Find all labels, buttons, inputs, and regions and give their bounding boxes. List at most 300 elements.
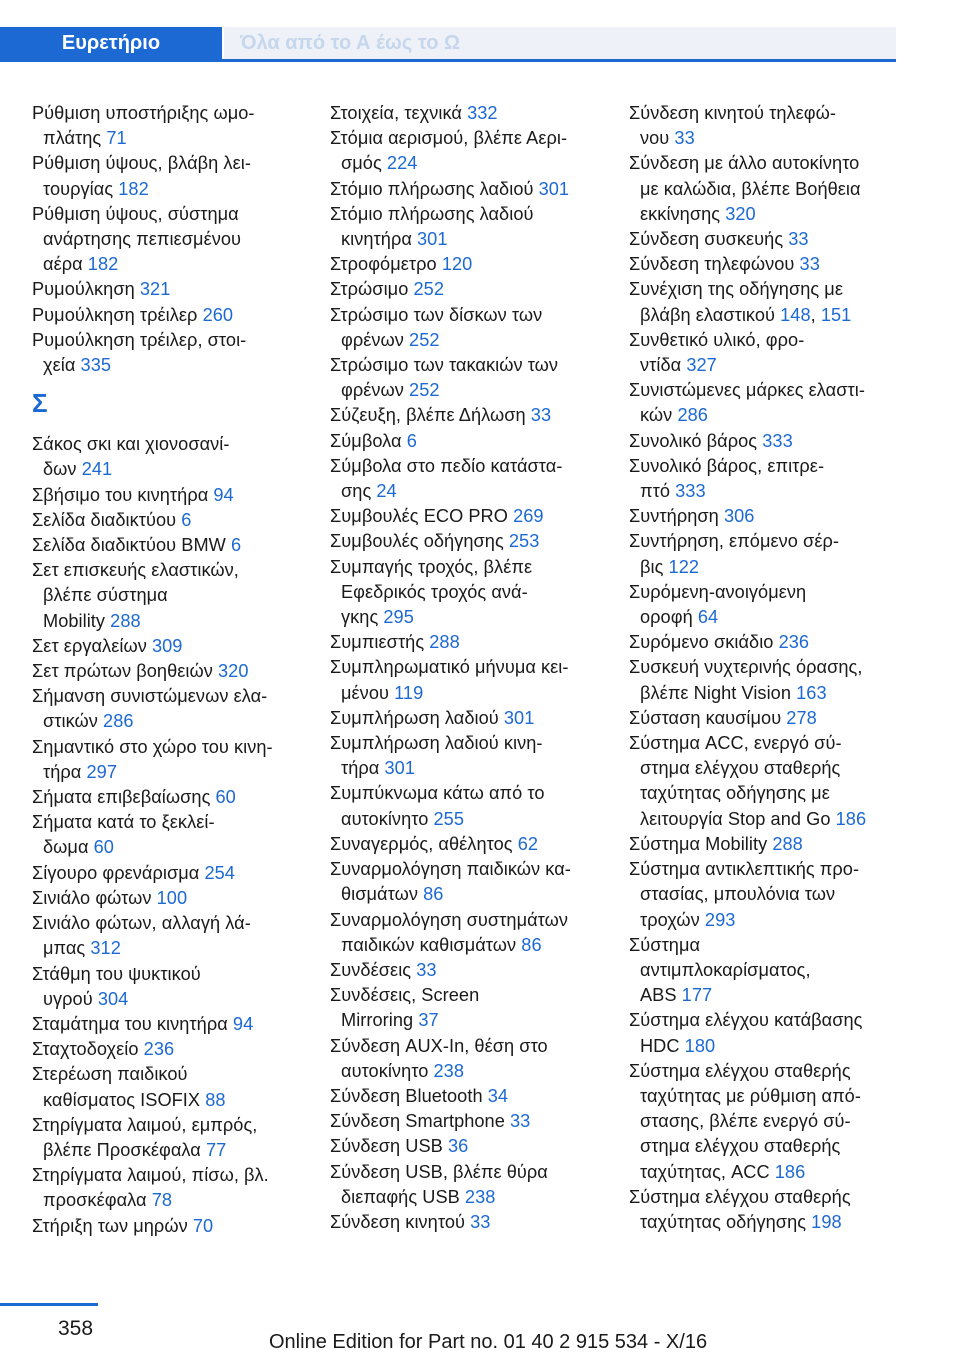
index-entry-text: βλάβη ελαστικού bbox=[640, 304, 775, 325]
index-entry-text: Συμπαγής τροχός, βλέπε bbox=[330, 556, 533, 577]
index-entry-text: Σύνδεση συσκευής bbox=[629, 229, 784, 250]
index-entry bbox=[629, 101, 899, 151]
page-reference-link[interactable]: 238 bbox=[464, 1186, 496, 1207]
index-entry-text: πτό bbox=[640, 481, 670, 502]
index-entry-text: Σύστημα ελέγχου κατάβασης bbox=[629, 1010, 863, 1031]
index-entry-text: αντιμπλοκαρίσματος, bbox=[640, 959, 811, 980]
index-entry-text: κών bbox=[640, 405, 673, 426]
header-rule bbox=[0, 59, 896, 62]
page-reference-link[interactable]: 309 bbox=[151, 635, 183, 656]
index-entry bbox=[629, 630, 899, 655]
index-entry-text: Σύστημα bbox=[629, 934, 701, 955]
page-reference-link[interactable]: 34 bbox=[487, 1085, 509, 1106]
index-entry-text: γκης bbox=[341, 607, 379, 628]
index-entry-text: παιδικών καθισμάτων bbox=[341, 934, 517, 955]
index-entry bbox=[330, 101, 620, 126]
index-entry bbox=[629, 151, 899, 227]
index-entry-text: Συνολικό βάρος, επιτρε- bbox=[629, 455, 825, 476]
page-reference-link[interactable]: 198 bbox=[811, 1211, 842, 1232]
page-reference-link[interactable]: 301 bbox=[384, 758, 415, 779]
index-entry-text: φρένων bbox=[341, 380, 404, 401]
index-entry bbox=[629, 328, 899, 378]
index-entry-text: Ρύθμιση ύψους, βλάβη λει- bbox=[32, 153, 251, 174]
index-entry-text: Σύμβολα bbox=[330, 430, 402, 451]
page-reference-link[interactable]: 94 bbox=[213, 484, 234, 505]
index-entry-text: με καλώδια, βλέπε Βοήθεια bbox=[640, 178, 861, 199]
index-entry-text: υγρού bbox=[43, 988, 93, 1009]
page-reference-link[interactable]: 252 bbox=[409, 380, 440, 401]
index-entry bbox=[330, 655, 620, 705]
index-entry-text: Συναρμολόγηση συστημάτων bbox=[330, 909, 569, 930]
index-entry-text: εκκίνησης bbox=[640, 203, 721, 224]
index-entry-text: Συνιστώμενες μάρκες ελαστι- bbox=[629, 380, 865, 401]
index-entry-text: Σύμβολα στο πεδίο κατάστα- bbox=[330, 455, 563, 476]
index-entry-text: ταχύτητας οδήγησης bbox=[640, 1211, 807, 1232]
index-entry-text: Συναρμολόγηση παιδικών κα- bbox=[330, 859, 571, 880]
page-reference-link[interactable]: 293 bbox=[704, 909, 736, 930]
index-entry-text: στημα ελέγχου σταθερής bbox=[640, 1136, 841, 1157]
index-entry bbox=[32, 1214, 322, 1239]
index-entry-text: Σύνδεση Bluetooth bbox=[330, 1085, 483, 1106]
page-reference-link[interactable]: 335 bbox=[80, 355, 112, 376]
index-entry-text: στασης, βλέπε ενεργό σύ- bbox=[640, 1111, 851, 1132]
page-reference-link[interactable]: 148 bbox=[780, 304, 811, 325]
page-reference-link[interactable]: 180 bbox=[684, 1035, 716, 1056]
index-entry-text: Στρώσιμο των τακακιών των bbox=[330, 355, 559, 376]
index-entry-text: Ρυμούλκηση τρέιλερ, στοι- bbox=[32, 329, 247, 350]
index-entry-text: Στηρίγματα λαιμού, πίσω, βλ. bbox=[32, 1165, 269, 1186]
page-reference-link[interactable]: 288 bbox=[772, 833, 803, 854]
index-entry-text: Σήματα κατά το ξεκλεί- bbox=[32, 812, 215, 833]
page-reference-link[interactable]: 70 bbox=[192, 1215, 214, 1236]
index-entry bbox=[32, 1062, 322, 1112]
index-entry-text: βλέπε Night Vision bbox=[640, 682, 791, 703]
index-entry-text: Στρώσιμο των δίσκων των bbox=[330, 304, 543, 325]
index-entry-text: Στρώσιμο bbox=[330, 279, 409, 300]
index-entry bbox=[32, 483, 322, 508]
index-entry bbox=[330, 277, 620, 302]
index-entry bbox=[330, 429, 620, 454]
index-entry bbox=[330, 857, 620, 907]
index-entry-text: Ρύθμιση ύψους, σύστημα bbox=[32, 203, 239, 224]
index-entry-text: Συμπλήρωση λαδιού κινη- bbox=[330, 733, 543, 754]
index-entry-text: στημα ελέγχου σταθερής bbox=[640, 758, 841, 779]
index-entry-text: Ρύθμιση υποστήριξης ωμο- bbox=[32, 103, 255, 123]
index-entry bbox=[32, 785, 322, 810]
index-entry-text: Σήμανση συνιστώμενων ελα- bbox=[32, 686, 268, 707]
index-entry-text: Συμβουλές ECO PRO bbox=[330, 506, 508, 527]
page-reference-link[interactable]: 88 bbox=[205, 1089, 226, 1110]
index-entry bbox=[330, 126, 620, 176]
page-reference-link[interactable]: 312 bbox=[90, 938, 121, 959]
index-entry bbox=[629, 731, 899, 832]
index-entry-text: Στήριξη των μηρών bbox=[32, 1215, 188, 1236]
index-entry-text: Σετ πρώτων βοηθειών bbox=[32, 661, 213, 682]
page-reference-link[interactable]: 321 bbox=[139, 279, 171, 300]
index-entry-text: κινητήρα bbox=[341, 229, 412, 250]
index-entry-text: Σετ επισκευής ελαστικών, bbox=[32, 560, 239, 581]
index-entry bbox=[629, 580, 899, 630]
index-entry-text: Ρυμούλκηση τρέιλερ bbox=[32, 304, 198, 325]
index-entry-text: μένου bbox=[341, 682, 389, 703]
page-reference-link[interactable]: 241 bbox=[81, 459, 113, 480]
index-entry-text: αέρα bbox=[43, 254, 83, 275]
page-reference-link[interactable]: 71 bbox=[106, 128, 127, 149]
index-entry-text: Mobility bbox=[43, 610, 106, 631]
index-entry bbox=[32, 558, 322, 634]
page-reference-link[interactable]: 260 bbox=[202, 304, 234, 325]
index-entry-text: διεπαφής USB bbox=[341, 1186, 460, 1207]
index-entry-text: Συρόμενη-ανοιγόμενη bbox=[629, 581, 807, 602]
index-entry bbox=[32, 810, 322, 860]
index-entry-text: Συμπιεστής bbox=[330, 632, 425, 653]
index-entry-text: ανάρτησης πεπιεσμένου bbox=[43, 229, 242, 250]
index-entry bbox=[330, 958, 620, 983]
index-entry-text: πλάτης bbox=[43, 128, 102, 149]
page-reference-link[interactable]: 33 bbox=[416, 959, 437, 980]
index-entry bbox=[629, 378, 899, 428]
page-reference-link[interactable]: 333 bbox=[675, 481, 706, 502]
index-entry bbox=[32, 277, 322, 302]
index-entry-text: Συμπληρωματικό μήνυμα κει- bbox=[330, 657, 569, 678]
index-entry bbox=[629, 227, 899, 252]
index-entry bbox=[32, 1012, 322, 1037]
page-reference-link[interactable]: 6 bbox=[230, 535, 242, 556]
index-entry-text: Συνέχιση της οδήγησης με bbox=[629, 279, 843, 300]
index-entry-text: Στοιχεία, τεχνικά bbox=[330, 103, 462, 123]
index-entry-text: Σύνδεση AUX-In, θέση στο bbox=[330, 1035, 548, 1056]
index-entry: Συνέχιση της οδήγησης με βλάβη ελαστικού 148, 151 bbox=[629, 279, 852, 325]
index-entry bbox=[32, 886, 322, 911]
index-entry bbox=[330, 1084, 620, 1109]
page-reference-link[interactable]: 60 bbox=[215, 787, 236, 808]
index-entry bbox=[330, 504, 620, 529]
index-entry bbox=[330, 731, 620, 781]
index-entry-text: Σύστημα ACC, ενεργό σύ- bbox=[629, 733, 842, 754]
index-entry-text: Mirroring bbox=[341, 1010, 414, 1031]
page-reference-link[interactable]: 278 bbox=[786, 707, 817, 728]
index-entry bbox=[32, 659, 322, 684]
index-entry bbox=[330, 177, 620, 202]
page-reference-link[interactable]: 238 bbox=[433, 1060, 464, 1081]
page-reference-link[interactable]: 33 bbox=[788, 229, 809, 250]
index-entry-text: Στόμιο πλήρωσης λαδιού bbox=[330, 178, 534, 199]
index-entry-text: Συντήρηση, επόμενο σέρ- bbox=[629, 531, 839, 552]
index-entry bbox=[330, 983, 620, 1033]
index-entry-text: στικών bbox=[43, 711, 98, 732]
index-entry bbox=[330, 1034, 620, 1084]
page-reference-link[interactable]: 269 bbox=[513, 506, 544, 527]
index-entry bbox=[330, 303, 620, 353]
index-entry-text: Στηρίγματα λαιμού, εμπρός, bbox=[32, 1114, 258, 1135]
page-reference-link[interactable]: 60 bbox=[93, 837, 114, 858]
index-entry bbox=[629, 857, 899, 933]
index-entry bbox=[330, 252, 620, 277]
index-entry bbox=[629, 1059, 899, 1185]
index-entry-text: Σύνδεση κινητού bbox=[330, 1211, 465, 1232]
index-entry-text: προσκέφαλα bbox=[43, 1190, 147, 1211]
index-entry-text: σης bbox=[341, 481, 372, 502]
index-entry-text: ABS bbox=[640, 985, 677, 1006]
index-entry-text: Εφεδρικός τροχός ανά- bbox=[341, 581, 528, 602]
index-entry bbox=[330, 555, 620, 631]
index-entry-text: Σινιάλο φώτων, αλλαγή λά- bbox=[32, 913, 251, 934]
index-entry-text: Σύζευξη, βλέπε Δήλωση bbox=[330, 405, 526, 426]
page-reference-link[interactable]: 301 bbox=[503, 707, 535, 728]
page-reference-link[interactable]: 182 bbox=[118, 178, 149, 199]
index-entry bbox=[330, 529, 620, 554]
index-entry-text: Σάκος σκι και χιονοσανί- bbox=[32, 434, 230, 455]
index-entry bbox=[32, 1037, 322, 1062]
index-entry bbox=[32, 202, 322, 278]
index-column-3 bbox=[629, 101, 899, 1235]
page-reference-link[interactable]: 306 bbox=[723, 506, 755, 527]
index-entry-text: Σελίδα διαδικτύου bbox=[32, 509, 177, 530]
page-reference-link[interactable]: 186 bbox=[774, 1161, 806, 1182]
index-entry-text: Ρυμούλκηση bbox=[32, 279, 135, 300]
index-entry bbox=[629, 529, 899, 579]
tab-index[interactable]: Ευρετήριο bbox=[0, 27, 222, 59]
index-entry-text: Στροφόμετρο bbox=[330, 254, 437, 275]
index-entry bbox=[330, 454, 620, 504]
index-entry-text: ταχύτητας οδήγησης με bbox=[640, 783, 830, 804]
index-entry bbox=[629, 252, 899, 277]
index-entry-text: Συσκευή νυχτερινής όρασης, bbox=[629, 657, 863, 678]
index-entry-text: νου bbox=[640, 128, 670, 149]
index-entry-text: Σύστημα ελέγχου σταθερής bbox=[629, 1060, 851, 1081]
index-entry-text: Σινιάλο φώτων bbox=[32, 887, 152, 908]
page-reference-link[interactable]: 301 bbox=[538, 178, 570, 199]
page-reference-link[interactable]: 94 bbox=[232, 1013, 254, 1034]
page-reference-link[interactable]: 33 bbox=[470, 1211, 491, 1232]
page-reference-link[interactable]: 86 bbox=[521, 934, 542, 955]
page-reference-link[interactable]: 62 bbox=[517, 833, 539, 854]
index-entry-text: Συνδέσεις, Screen bbox=[330, 985, 480, 1006]
page-reference-link[interactable]: 332 bbox=[467, 103, 498, 123]
page-reference-link[interactable]: 286 bbox=[677, 405, 708, 426]
page-reference-link[interactable]: 122 bbox=[668, 556, 700, 577]
page-reference-link[interactable]: 320 bbox=[218, 661, 249, 682]
index-entry-text: δων bbox=[43, 459, 77, 480]
index-entry-text: Σήματα επιβεβαίωσης bbox=[32, 787, 211, 808]
index-entry bbox=[32, 1113, 322, 1163]
index-entry-text: καθίσματος ISOFIX bbox=[43, 1089, 201, 1110]
index-entry-text: Συμπύκνωμα κάτω από το bbox=[330, 783, 545, 804]
index-entry-text: αυτοκίνητο bbox=[341, 1060, 429, 1081]
index-entry-text: Συντήρηση bbox=[629, 506, 719, 527]
page-reference-link[interactable]: 252 bbox=[409, 329, 440, 350]
page-reference-link[interactable]: 6 bbox=[406, 430, 417, 451]
index-entry-text: φρένων bbox=[341, 329, 404, 350]
page-reference-link[interactable]: 320 bbox=[725, 203, 756, 224]
page-reference-link[interactable]: 77 bbox=[205, 1139, 227, 1160]
index-entry bbox=[32, 533, 322, 558]
index-entry bbox=[330, 1210, 620, 1235]
index-entry bbox=[330, 781, 620, 831]
page-reference-link[interactable]: 182 bbox=[87, 254, 119, 275]
index-entry bbox=[629, 933, 899, 1009]
index-entry bbox=[629, 655, 899, 705]
index-entry-text: θισμάτων bbox=[341, 884, 418, 905]
page-reference-link[interactable]: 120 bbox=[441, 254, 473, 275]
index-entry-text: HDC bbox=[640, 1035, 680, 1056]
index-entry bbox=[32, 735, 322, 785]
page-reference-link[interactable]: 163 bbox=[796, 682, 827, 703]
index-entry bbox=[32, 1163, 322, 1213]
tab-a-to-z[interactable]: Όλα από το Α έως το Ω bbox=[224, 27, 896, 59]
page-reference-link[interactable]: 333 bbox=[762, 430, 793, 451]
index-entry-text: βλέπε σύστημα bbox=[43, 585, 168, 606]
index-entry-text: βλέπε Προσκέφαλα bbox=[43, 1139, 201, 1160]
index-entry-text: Σύνδεση USB bbox=[330, 1136, 443, 1157]
page-reference-link[interactable]: 78 bbox=[151, 1190, 173, 1211]
page-reference-link[interactable]: 33 bbox=[799, 254, 820, 275]
index-entry bbox=[32, 101, 322, 151]
index-entry-text: Σύνδεση Smartphone bbox=[330, 1111, 505, 1132]
index-entry-text: Σβήσιμο του κινητήρα bbox=[32, 484, 209, 505]
index-entry bbox=[32, 508, 322, 533]
page-reference-link[interactable]: 288 bbox=[110, 610, 141, 631]
page-reference-link[interactable]: 288 bbox=[429, 632, 460, 653]
index-entry bbox=[330, 1134, 620, 1159]
index-entry-text: Σελίδα διαδικτύου BMW bbox=[32, 535, 226, 556]
header-bar bbox=[0, 0, 960, 62]
index-entry-text: Σύνδεση τηλεφώνου bbox=[629, 254, 795, 275]
index-entry-text: Σύστημα Mobility bbox=[629, 833, 768, 854]
page-reference-link[interactable]: 255 bbox=[433, 808, 464, 829]
page-reference-link[interactable]: 177 bbox=[681, 985, 713, 1006]
page-reference-link[interactable]: 286 bbox=[103, 711, 134, 732]
index-entry-text: αυτοκίνητο bbox=[341, 808, 429, 829]
index-entry-text: σμός bbox=[341, 153, 382, 174]
index-entry-text: μπας bbox=[43, 938, 86, 959]
page-reference-link[interactable]: 252 bbox=[413, 279, 444, 300]
index-entry-text: Σύνδεση με άλλο αυτοκίνητο bbox=[629, 153, 860, 174]
index-entry-text: Στόμια αερισμού, βλέπε Αερι- bbox=[330, 128, 568, 149]
index-entry-text: τήρα bbox=[341, 758, 380, 779]
page-reference-link[interactable]: 33 bbox=[674, 128, 695, 149]
index-entry bbox=[32, 303, 322, 328]
index-entry-text: δωμα bbox=[43, 837, 89, 858]
index-entry bbox=[330, 908, 620, 958]
index-entry-text: χεία bbox=[43, 355, 76, 376]
page-reference-link[interactable]: 304 bbox=[97, 988, 129, 1009]
index-entry-text: Συνολικό βάρος bbox=[629, 430, 758, 451]
index-entry bbox=[330, 832, 620, 857]
index-entry bbox=[32, 432, 322, 482]
index-entry bbox=[32, 962, 322, 1012]
index-entry-text: Σύνδεση κινητού τηλεφώ- bbox=[629, 103, 836, 123]
page-reference-link[interactable]: 64 bbox=[697, 607, 719, 628]
page-reference-link[interactable]: 33 bbox=[510, 1111, 531, 1132]
page-reference-link[interactable]: 119 bbox=[394, 682, 424, 703]
index-entry-text: Σύστημα αντικλεπτικής προ- bbox=[629, 859, 860, 880]
index-entry-text: Σίγουρο φρενάρισμα bbox=[32, 862, 200, 883]
index-entry-text: τήρα bbox=[43, 761, 82, 782]
index-entry-text: ταχύτητας με ρύθμιση από- bbox=[640, 1085, 861, 1106]
page-reference-link[interactable]: 33 bbox=[530, 405, 552, 426]
page-reference-link[interactable]: 301 bbox=[417, 229, 448, 250]
index-entry bbox=[330, 202, 620, 252]
index-entry bbox=[330, 403, 620, 428]
index-entry-text: Σετ εργαλείων bbox=[32, 635, 147, 656]
index-entry-text: ντίδα bbox=[640, 355, 682, 376]
index-entry-text: Σύσταση καυσίμου bbox=[629, 707, 782, 728]
page-number: 358 bbox=[58, 1317, 94, 1340]
index-entry bbox=[32, 861, 322, 886]
index-column-2 bbox=[330, 101, 620, 1235]
index-entry-text: Συνθετικό υλικό, φρο- bbox=[629, 329, 805, 350]
page-reference-link[interactable]: 36 bbox=[447, 1136, 469, 1157]
page-reference-link[interactable]: 253 bbox=[508, 531, 540, 552]
index-entry-text: ταχύτητας, ACC bbox=[640, 1161, 770, 1182]
page-reference-link[interactable]: 224 bbox=[386, 153, 418, 174]
index-entry bbox=[330, 630, 620, 655]
page-reference-link[interactable]: 186 bbox=[835, 808, 867, 829]
index-entry-text: βις bbox=[640, 556, 664, 577]
index-entry-text: Συναγερμός, αθέλητος bbox=[330, 833, 513, 854]
index-entry-text: Σύνδεση USB, βλέπε θύρα bbox=[330, 1161, 548, 1182]
index-entry-text: Συμβουλές οδήγησης bbox=[330, 531, 504, 552]
index-entry bbox=[330, 706, 620, 731]
index-entry-text: Σύστημα ελέγχου σταθερής bbox=[629, 1186, 851, 1207]
index-entry-text: τροχών bbox=[640, 909, 700, 930]
index-entry bbox=[330, 1109, 620, 1134]
index-entry-text: Σημαντικό στο χώρο του κινη- bbox=[32, 736, 273, 757]
index-entry-text: στασίας, μπουλόνια των bbox=[640, 884, 836, 905]
index-entry bbox=[629, 832, 899, 857]
page-reference-link[interactable]: 236 bbox=[143, 1039, 175, 1060]
index-entry bbox=[629, 706, 899, 731]
index-entry bbox=[629, 429, 899, 454]
index-entry bbox=[629, 504, 899, 529]
page-reference-link[interactable]: 86 bbox=[423, 884, 444, 905]
index-entry bbox=[629, 1008, 899, 1058]
index-entry bbox=[330, 353, 620, 403]
page-reference-link[interactable]: 254 bbox=[204, 862, 235, 883]
page-reference-link[interactable]: 100 bbox=[156, 887, 188, 908]
footer-rule bbox=[0, 1303, 98, 1306]
page-reference-link[interactable]: 37 bbox=[418, 1010, 439, 1031]
index-entry-text: Συμπλήρωση λαδιού bbox=[330, 707, 499, 728]
index-entry bbox=[32, 151, 322, 201]
index-entry bbox=[629, 1185, 899, 1235]
index-entry-text: Σταχτοδοχείο bbox=[32, 1039, 139, 1060]
page-reference-link[interactable]: 6 bbox=[181, 509, 192, 530]
index-entry-text: Στερέωση παιδικού bbox=[32, 1064, 188, 1085]
index-entry bbox=[32, 684, 322, 734]
page-reference-link[interactable]: 327 bbox=[686, 355, 717, 376]
edition-note: Online Edition for Part no. 01 40 2 915 534 - X/16 bbox=[269, 1331, 708, 1353]
page-reference-link[interactable]: 236 bbox=[778, 632, 810, 653]
page-reference-link[interactable]: 151 bbox=[820, 304, 852, 325]
index-entry-text: Συνδέσεις bbox=[330, 959, 412, 980]
index-entry bbox=[330, 1160, 620, 1210]
index-entry-text: Στόμιο πλήρωσης λαδιού bbox=[330, 203, 534, 224]
index-entry bbox=[32, 911, 322, 961]
index-entry-text: Σταμάτημα του κινητήρα bbox=[32, 1013, 228, 1034]
section-letter-heading: Σ bbox=[32, 388, 48, 419]
page-reference-link[interactable]: 297 bbox=[86, 761, 117, 782]
index-entry bbox=[32, 634, 322, 659]
index-entry-text: Στάθμη του ψυκτικού bbox=[32, 963, 201, 984]
page-reference-link[interactable]: 295 bbox=[383, 607, 414, 628]
page-reference-link[interactable]: 24 bbox=[376, 481, 397, 502]
index-entry-text: λειτουργία Stop and Go bbox=[640, 808, 831, 829]
index-entry bbox=[32, 328, 322, 378]
index-entry-text: τουργίας bbox=[43, 178, 114, 199]
index-entry bbox=[629, 454, 899, 504]
